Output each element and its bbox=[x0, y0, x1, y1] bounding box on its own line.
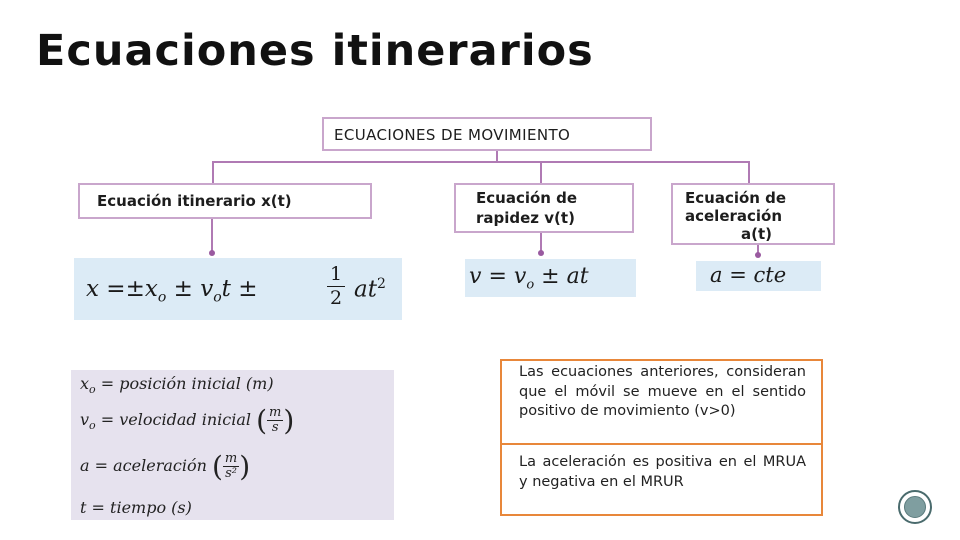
veq-v: v bbox=[469, 264, 482, 289]
legend-frac-num-acceleration: m bbox=[224, 450, 238, 466]
legend-row-position bbox=[80, 374, 274, 396]
branch-box-position bbox=[78, 183, 372, 219]
legend-row-time bbox=[80, 498, 192, 517]
slide-nav-button[interactable] bbox=[898, 490, 932, 524]
branch-velocity-line1: Ecuación de bbox=[476, 189, 578, 207]
position-dot bbox=[209, 250, 215, 256]
eq-frac-num: 1 bbox=[327, 263, 345, 287]
eq-equals: = bbox=[106, 276, 126, 302]
eq-vo-sub: o bbox=[213, 289, 222, 306]
legend-sym-a: a bbox=[80, 456, 90, 475]
aeq-a: a bbox=[710, 263, 723, 287]
eq-pm2: ± bbox=[173, 276, 193, 302]
eq-at: at bbox=[354, 276, 377, 303]
legend-sym-xo: x bbox=[80, 374, 90, 393]
position-equation bbox=[74, 258, 402, 320]
note-separator bbox=[502, 443, 821, 445]
aeq-equals: = bbox=[729, 263, 747, 287]
branch-position-label: Ecuación itinerario x(t) bbox=[97, 192, 292, 210]
veq-vo: v bbox=[513, 264, 527, 289]
legend-sym-t: t bbox=[80, 498, 87, 517]
legend-text-velocity: = velocidad inicial bbox=[100, 410, 251, 429]
eq-xo-sub: o bbox=[157, 289, 167, 306]
legend-text-position: = posición inicial (m) bbox=[100, 374, 274, 393]
eq-x: x bbox=[86, 276, 99, 302]
eq-frac-den: 2 bbox=[330, 287, 343, 309]
legend-frac-den-velocity: s bbox=[271, 420, 279, 435]
note-box bbox=[500, 359, 823, 516]
eq-exp: 2 bbox=[376, 276, 386, 292]
veq-equals: = bbox=[488, 264, 507, 289]
position-connector bbox=[211, 219, 213, 252]
eq-pm3: ± bbox=[238, 276, 258, 302]
legend-sub-vo: o bbox=[89, 419, 96, 433]
legend-text-acceleration: = aceleración bbox=[94, 456, 207, 475]
horizontal-connector bbox=[212, 161, 750, 163]
velocity-equation bbox=[465, 259, 636, 297]
eq-vo: v bbox=[200, 276, 214, 302]
velocity-dot bbox=[538, 250, 544, 256]
legend-sym-vo: v bbox=[80, 410, 90, 429]
legend-row-velocity: $v_o$ = velocidad inicial ( $\frac{m}{s}$ ) bbox=[80, 404, 295, 437]
branch-acceleration-line2: aceleración bbox=[685, 207, 783, 225]
slide-title: Ecuaciones itinerarios bbox=[36, 26, 594, 76]
veq-pm: ± bbox=[541, 264, 560, 289]
root-box: ECUACIONES DE MOVIMIENTO bbox=[322, 117, 652, 151]
branch-box-velocity bbox=[454, 183, 634, 233]
veq-at: at bbox=[566, 264, 589, 289]
branch1-drop bbox=[212, 161, 214, 183]
legend-frac-den-acceleration: s² bbox=[225, 466, 238, 481]
eq-pm1: ± bbox=[125, 276, 145, 302]
note-part1: Las ecuaciones anteriores, consideran que el móvil se mueve en el sentido positivo de movimiento (v>0) bbox=[519, 364, 806, 419]
aeq-cte: cte bbox=[753, 263, 787, 287]
branch2-drop bbox=[540, 161, 542, 183]
nav-circle-icon bbox=[904, 496, 926, 518]
acceleration-dot bbox=[755, 252, 761, 258]
variables-legend bbox=[71, 370, 394, 520]
branch3-drop bbox=[748, 161, 750, 183]
eq-t: t bbox=[221, 276, 231, 302]
branch-acceleration-line1: Ecuación de bbox=[685, 189, 787, 207]
eq-xo: x bbox=[144, 276, 158, 302]
acceleration-equation bbox=[696, 261, 821, 291]
note-part2: La aceleración es positiva en el MRUA y negativa en el MRUR bbox=[519, 454, 806, 490]
branch-box-acceleration bbox=[671, 183, 835, 245]
legend-frac-num-velocity: m bbox=[269, 404, 282, 420]
veq-vo-sub: o bbox=[526, 277, 535, 293]
legend-text-time: = tiempo (s) bbox=[91, 498, 192, 517]
legend-sub-xo: o bbox=[89, 383, 96, 397]
branch-acceleration-line3: a(t) bbox=[741, 225, 773, 243]
legend-row-acceleration: a = aceleración ( $\frac{m}{\text{s²}}$ ) bbox=[80, 450, 251, 483]
branch-velocity-line2: rapidez v(t) bbox=[476, 209, 575, 227]
